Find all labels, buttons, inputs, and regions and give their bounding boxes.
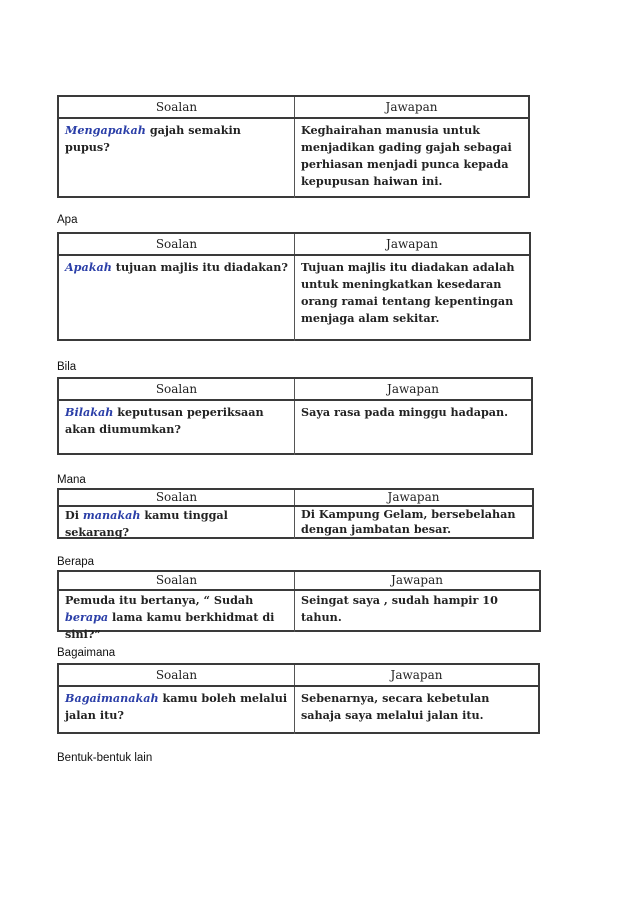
section-label-berapa: Berapa: [57, 556, 95, 568]
qa-table-bagaimana: [57, 663, 540, 734]
answer-cell: Seingat saya , sudah hampir 10 tahun.: [301, 593, 498, 624]
question-cell: Pemuda itu bertanya, “ Sudah berapa lama kamu berkhidmat di sini?”: [59, 591, 295, 632]
qa-table-mana: [57, 488, 534, 539]
header-jawapan: Jawapan: [390, 668, 443, 682]
header-soalan: Soalan: [59, 97, 295, 117]
question-keyword: manakah: [82, 508, 141, 522]
table-header: [59, 97, 528, 119]
header-soalan: Soalan: [59, 572, 295, 589]
table-header: [59, 379, 531, 401]
table-row: [59, 591, 539, 641]
answer-cell: Sebenarnya, secara kebetulan sahaja saya melalui jalan itu.: [301, 691, 490, 722]
qa-table-apa: [57, 232, 531, 341]
question-cell: Bilakah keputusan peperiksaan akan diumumkan?: [59, 401, 295, 455]
qa-table-bila: [57, 377, 533, 455]
table-header: [59, 665, 538, 687]
section-label-bila: Bila: [57, 361, 77, 373]
table-header: [59, 234, 529, 256]
table-header: [59, 572, 539, 591]
header-jawapan: Jawapan: [385, 100, 438, 114]
question-cell: Apakah tujuan majlis itu diadakan?: [59, 256, 295, 341]
header-soalan: Soalan: [59, 490, 295, 505]
question-cell: Di manakah kamu tinggal sekarang?: [59, 507, 295, 539]
header-jawapan: Jawapan: [391, 573, 443, 587]
question-keyword: Mengapakah: [65, 123, 146, 137]
table-row: [59, 119, 528, 198]
section-label-apa: Apa: [57, 214, 78, 226]
question-cell: Mengapakah gajah semakin pupus?: [59, 119, 295, 198]
answer-cell: Tujuan majlis itu diadakan adalah untuk meningkatkan kesedaran orang ramai tentang kepentingan menjaga alam sekitar.: [301, 260, 515, 325]
question-cell: Bagaimanakah kamu boleh melalui jalan itu?: [59, 687, 295, 734]
header-jawapan: Jawapan: [387, 490, 440, 504]
table-row: [59, 401, 531, 455]
qa-table-mengapa: [57, 95, 530, 198]
question-keyword: Bagaimanakah: [65, 691, 159, 705]
header-soalan: Soalan: [59, 234, 295, 254]
table-header: [59, 490, 532, 507]
table-row: [59, 507, 532, 539]
section-label-bagaimana: Bagaimana: [57, 647, 116, 659]
question-keyword: berapa: [65, 610, 109, 624]
question-keyword: Apakah: [65, 260, 112, 274]
header-soalan: Soalan: [59, 665, 295, 685]
answer-cell: Di Kampung Gelam, bersebelahan dengan jambatan besar.: [301, 507, 516, 536]
section-label-bentuk-lain: Bentuk-bentuk lain: [57, 752, 153, 764]
qa-table-berapa: [57, 570, 541, 641]
header-jawapan: Jawapan: [387, 382, 439, 396]
section-label-mana: Mana: [57, 474, 86, 486]
question-keyword: Bilakah: [65, 405, 114, 419]
header-soalan: Soalan: [59, 379, 295, 399]
answer-cell: Keghairahan manusia untuk menjadikan gading gajah sebagai perhiasan menjadi punca kepada kepupusan haiwan ini.: [301, 123, 512, 188]
header-jawapan: Jawapan: [386, 237, 438, 251]
table-row: [59, 256, 529, 341]
table-row: [59, 687, 538, 734]
answer-cell: Saya rasa pada minggu hadapan.: [301, 405, 509, 419]
